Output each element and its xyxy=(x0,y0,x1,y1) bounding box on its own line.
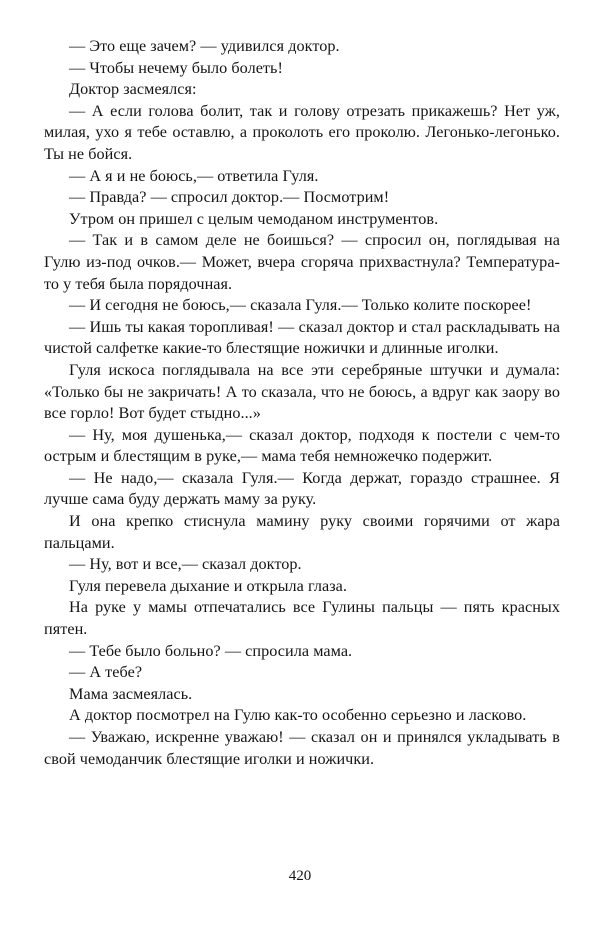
paragraph-9: — И сегодня не боюсь,— сказала Гуля.— Только колите поскорее! xyxy=(69,296,532,315)
paragraph-10: — Ишь ты какая торопливая! — сказал доктор и стал раскладывать на чистой салфетке какие-то блестящие ножички и длинные иголки. xyxy=(44,317,560,358)
paragraph-21: А доктор посмотрел на Гулю как-то особенно серьезно и ласково. xyxy=(69,706,527,725)
paragraph-1: — Это еще зачем? — удивился доктор. xyxy=(69,37,340,55)
paragraph-15: — Ну, вот и все,— сказал доктор. xyxy=(69,555,302,574)
paragraph-17: На руке у мамы отпечатались все Гулины пальцы — пять красных пятен. xyxy=(44,598,560,639)
paragraph-2: — Чтобы нечему было болеть! xyxy=(69,58,283,77)
paragraph-19: — А тебе? xyxy=(69,663,143,682)
paragraph-4: — А если голова болит, так и голову отрезать прикажешь? Нет уж, милая, ухо я тебе оставлю, а проколоть его проколю. Легонько-легонько. Ты не бойся. xyxy=(44,101,560,163)
paragraph-18: — Тебе было больно? — спросила мама. xyxy=(69,641,353,660)
paragraph-8: — Так и в самом деле не боишься? — спросил он, поглядывая на Гулю из-под очков.— Может, вчера сгоряча прихвастнула? Температура-то у тебя была порядочная. xyxy=(44,231,560,293)
paragraph-7: Утром он пришел с целым чемоданом инструментов. xyxy=(69,209,439,228)
paragraph-14: И она крепко стиснула мамину руку своими горячими от жара пальцами. xyxy=(44,512,560,552)
page-body xyxy=(44,36,560,770)
paragraph-20: Мама засмеялась. xyxy=(69,684,193,703)
page-number: 420 xyxy=(288,868,312,884)
paragraph-11: Гуля искоса поглядывала на все эти серебряные штучки и думала: «Только бы не закричать! А то сказала, что не боюсь, а вдруг как заору во все горло! Вот будет стыдно...» xyxy=(44,360,560,423)
paragraph-16: Гуля перевела дыхание и открыла глаза. xyxy=(69,576,348,595)
paragraph-13: — Не надо,— сказала Гуля.— Когда держат, гораздо страшнее. Я лучше сама буду держать маму за руку. xyxy=(44,468,560,509)
paragraph-3: Доктор засмеялся: xyxy=(69,80,197,99)
paragraph-6: — Правда? — спросил доктор.— Посмотрим! xyxy=(69,188,390,207)
paragraph-5: — А я и не боюсь,— ответила Гуля. xyxy=(69,166,319,185)
paragraph-12: — Ну, моя душенька,— сказал доктор, подходя к постели с чем-то острым и блестящим в руке,— мама тебя немножечко подержит. xyxy=(44,425,560,466)
paragraph-22: — Уважаю, искренне уважаю! — сказал он и принялся укладывать в свой чемоданчик блестящие иголки и ножички. xyxy=(44,728,560,768)
